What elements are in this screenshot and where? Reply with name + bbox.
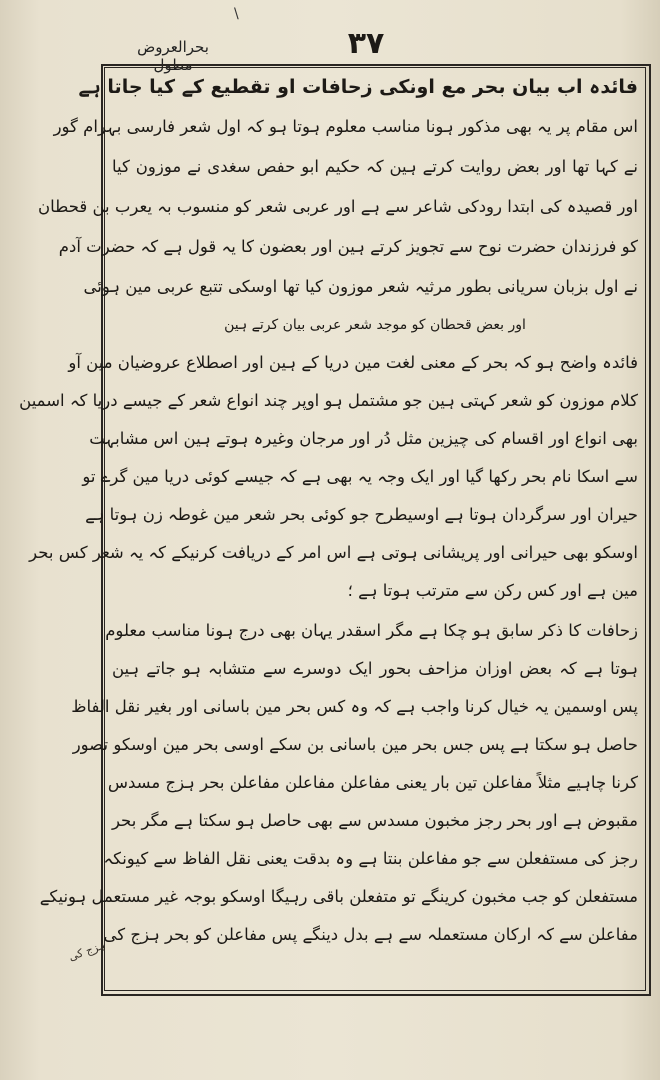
text-line: کرنا چاہیے مثلاً مفاعلن تین بار یعنی مفاعلن مفاعلن مفاعلن بحر ہزج مسدس <box>107 773 638 792</box>
text-line: اور بعض قحطان کو موجد شعر عربی بیان کرتے ہین <box>224 317 526 333</box>
text-line: کو فرزندان حضرت نوح سے تجویز کرتے ہین اور بعضون کا یہ قول ہے کہ حضرت آدم <box>58 237 638 256</box>
text-line: مفاعلن سے کہ ارکان مستعملہ سے ہے بدل دینگے پس مفاعلن کو بحر ہزج کی <box>103 925 638 944</box>
text-line: نے اول بزبان سریانی بطور مرثیہ شعر موزون کیا تھا اوسکی تتبع عربی مین ہوئی <box>83 277 638 296</box>
text-line: اس مقام پر یہ بھی مذکور ہونا مناسب معلوم ہوتا ہو کہ اول شعر فارسی بہرام گور <box>53 117 638 136</box>
pencil-tick-mark: \ <box>234 6 239 22</box>
text-line: زحافات کا ذکر سابق ہو چکا ہے مگر اسقدر یہان بھی درج ہونا مناسب معلوم <box>105 621 638 640</box>
text-line: حیران اور سرگردان ہوتا ہے اوسیطرح جو کوئی بحر شعر مین غوطہ زن ہوتا ہے <box>85 505 638 524</box>
text-line: پس اوسمین یہ خیال کرنا واجب ہے کہ وہ کس بحر مین باسانی اور بغیر نقل الفاظ <box>71 697 638 716</box>
text-line: نے کہا تھا اور بعض روایت کرتے ہین کہ حکیم ابو حفص سغدی نے موزون کیا <box>112 157 638 176</box>
text-line: مین ہے اور کس رکن سے مترتب ہوتا ہے ؛ <box>347 581 638 600</box>
page-number: ۳۷ <box>347 26 385 61</box>
text-line: سے اسکا نام بحر رکھا گیا اور ایک وجہ یہ بھی ہے کہ جیسے کوئی دریا مین گرے تو <box>82 467 638 486</box>
text-line: حاصل ہو سکتا ہے پس جس بحر مین باسانی بن سکے اوسی بحر مین اوسکو تصور <box>72 735 638 754</box>
text-line: فائدہ واضح ہو کہ بحر کے معنی لغت مین دریا کے ہین اور اصطلاع عروضیان مین آو <box>68 353 638 372</box>
text-line: ہوتا ہے کہ بعض اوزان مزاحف بحور ایک دوسرے سے متشابہ ہو جاتے ہین <box>112 659 638 678</box>
text-line: مستفعلن کو جب مخبون کرینگے تو متفعلن باقی رہیگا اوسکو بوجہ غیر مستعمل ہونیکے <box>39 887 638 906</box>
margin-note: ہزج کی <box>66 938 107 964</box>
text-line: کلام موزون کو شعر کہتی ہین جو مشتمل ہو اوپر چند انواع شعر کے جیسے دریا کہ اسمین <box>19 391 638 410</box>
text-line: مقبوض ہے اور بحر رجز مخبون مسدس سے بھی حاصل ہو سکتا ہے مگر بحر <box>111 811 638 830</box>
text-line: اور قصیدہ کی ابتدا رودکی شاعر سے ہے اور عربی شعر کو منسوب بہ یعرب بن قحطان <box>38 197 638 216</box>
text-line: رجز کی مستفعلن سے جو مفاعلن بنتا ہے وہ بدقت یعنی نقل الفاظ سے کیونکہ <box>103 849 638 868</box>
section-heading: فائدہ اب بیان بحر مع اونکی زحافات او تقطیع کے کیا جاتا ہے <box>78 76 638 98</box>
text-line: بھی انواع اور اقسام کی چیزین مثل دُر اور مرجان وغیرہ ہوتے ہین اس مشابہت <box>89 429 638 448</box>
running-title: بحرالعروض مطول <box>137 38 209 74</box>
text-block <box>19 72 638 982</box>
text-line: اوسکو بھی حیرانی اور پریشانی ہوتی ہے اس امر کے دریافت کرنیکے کہ یہ شعر کس بحر <box>29 543 638 562</box>
